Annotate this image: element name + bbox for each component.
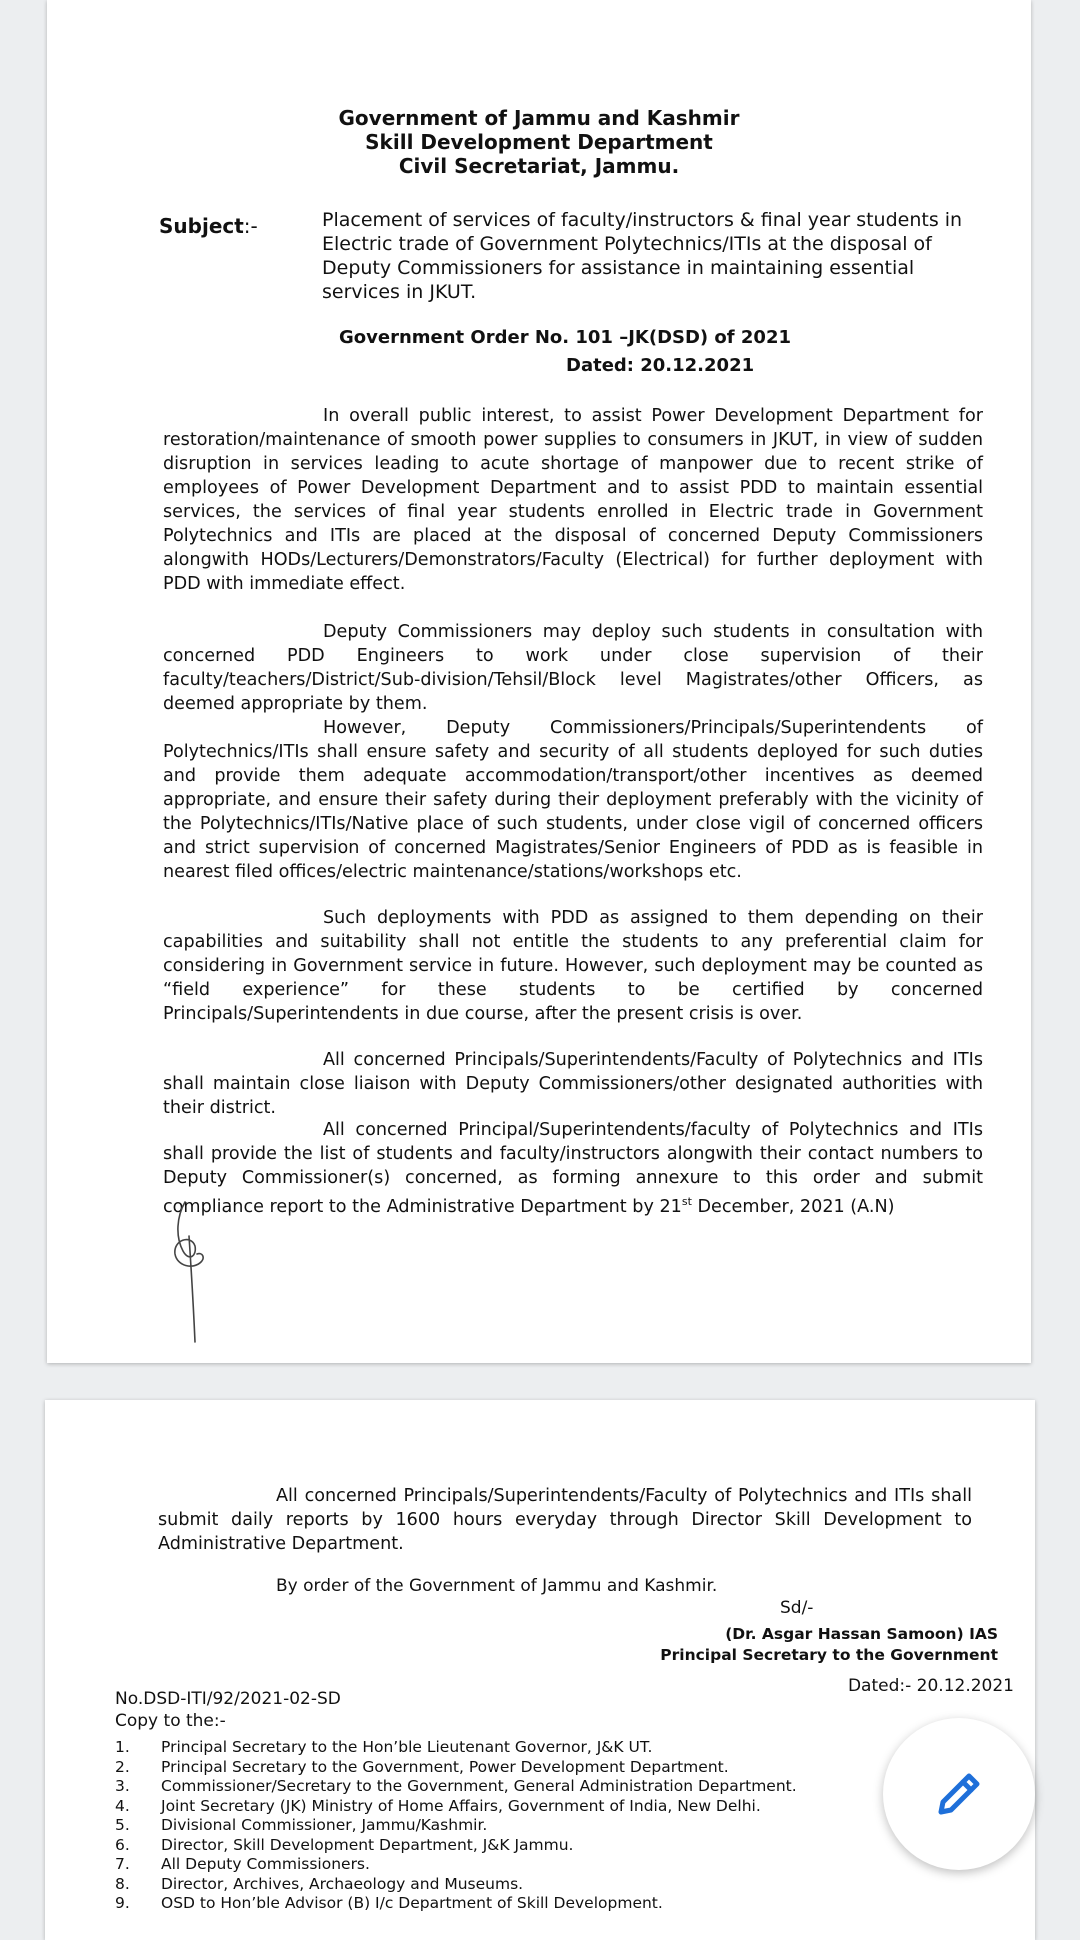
- paragraph-3: However, Deputy Commissioners/Principals/Superintendents of Polytechnics/ITIs shall ensure safety and security of all students deployed for such duties and provide them adequate accommodation/transport/other incentives as deemed appropriate, and ensure their safety during their deployment preferably with the vicinity of the Polytechnics/ITIs/Native place of such students, under close vigil of concerned officers and strict supervision of concerned Magistrates/Senior Engineers of PDD as is feasible in nearest filed offices/electric maintenance/stations/workshops etc.: [163, 718, 983, 882]
- signatory-title: Principal Secretary to the Government: [660, 1646, 998, 1664]
- list-item: 8. Director, Archives, Archaeology and Museums.: [115, 1874, 524, 1893]
- header-line-3: Civil Secretariat, Jammu.: [398, 154, 680, 178]
- by-order-text: By order of the Government of Jammu and Kashmir.: [276, 1576, 718, 1596]
- paragraph-7: All concerned Principals/Superintendents/Faculty of Polytechnics and ITIs shall submit daily reports by 1600 hours everyday through Director Skill Development to Administrative Department.: [158, 1486, 972, 1554]
- list-item: 7. All Deputy Commissioners.: [115, 1855, 370, 1873]
- order-dated: Dated: 20.12.2021: [566, 355, 755, 376]
- header-line-1: Government of Jammu and Kashmir: [338, 106, 740, 130]
- subject-text: Placement of services of faculty/instructors & final year students in Electric trade of Government Polytechnics/ITIs at the disposal of Deputy Commissioners for assistance in maintaining essential services in JKUT.: [322, 209, 963, 303]
- edit-fab-button[interactable]: [883, 1718, 1035, 1870]
- pencil-icon: [931, 1766, 987, 1822]
- signatory-name: (Dr. Asgar Hassan Samoon) IAS: [725, 1625, 998, 1643]
- paragraph-1: In overall public interest, to assist Power Development Department for restoration/maintenance of smooth power supplies to consumers in JKUT, in view of sudden disruption in services leading to acute shortage of manpower due to recent strike of employees of Power Development Department and to assist PDD to maintain essential services, the services of final year students enrolled in Electric trade in Government Polytechnics and ITIs are placed at the disposal of concerned Deputy Commissioners alongwith HODs/Lecturers/Demonstrators/Faculty (Electrical) for further deployment with PDD with immediate effect.: [163, 406, 983, 594]
- signature-scribble: [167, 1196, 227, 1346]
- paragraph-5: All concerned Principals/Superintendents/Faculty of Polytechnics and ITIs shall maintain close liaison with Deputy Commissioners/other designated authorities with their district.: [163, 1050, 983, 1118]
- list-item: 9. OSD to Hon’ble Advisor (B) I/c Department of Skill Development.: [115, 1894, 663, 1912]
- list-item: 6. Director, Skill Development Department, J&K Jammu.: [115, 1835, 574, 1854]
- reference-dated: Dated:- 20.12.2021: [847, 1676, 1014, 1696]
- list-item: 5. Divisional Commissioner, Jammu/Kashmir.: [115, 1816, 488, 1834]
- list-item: 4. Joint Secretary (JK) Ministry of Home Affairs, Government of India, New Delhi.: [115, 1796, 761, 1815]
- list-item: 2. Principal Secretary to the Government, Power Development Department.: [115, 1757, 729, 1776]
- paragraph-2: Deputy Commissioners may deploy such students in consultation with concerned PDD Engineers to work under close supervision of their faculty/teachers/District/Sub-division/Tehsil/Block level Magistrates/other Officers, as deemed appropriate by them.: [163, 622, 983, 714]
- list-item: 1. Principal Secretary to the Hon’ble Lieutenant Governor, J&K UT.: [115, 1738, 653, 1756]
- document-page-1: [47, 0, 1031, 1363]
- paragraph-4: Such deployments with PDD as assigned to them depending on their capabilities and suitability shall not entitle the students to any preferential claim for considering in Government service in future. However, such deployment may be counted as “field experience” for these students to be certified by concerned Principals/Superintendents in due course, after the present crisis is over.: [163, 908, 983, 1024]
- order-number: Government Order No. 101 –JK(DSD) of 2021: [339, 327, 791, 348]
- copy-to-label: Copy to the:-: [115, 1711, 226, 1731]
- reference-number: No.DSD-ITI/92/2021-02-SD: [115, 1689, 341, 1709]
- subject-label: Subject:-: [159, 214, 258, 238]
- copy-to-list: [115, 1738, 915, 1914]
- signed-mark: Sd/-: [780, 1598, 814, 1618]
- header-line-2: Skill Development Department: [365, 130, 713, 154]
- paragraph-6: All concerned Principal/Superintendents/faculty of Polytechnics and ITIs shall provide the list of students and faculty/instructors alongwith their contact numbers to Deputy Commissioner(s) concerned, as forming annexure to this order and submit compliance report to the Administrative Department by 21st December, 2021 (A.N): [163, 1120, 983, 1217]
- list-item: 3. Commissioner/Secretary to the Government, General Administration Department.: [115, 1777, 797, 1795]
